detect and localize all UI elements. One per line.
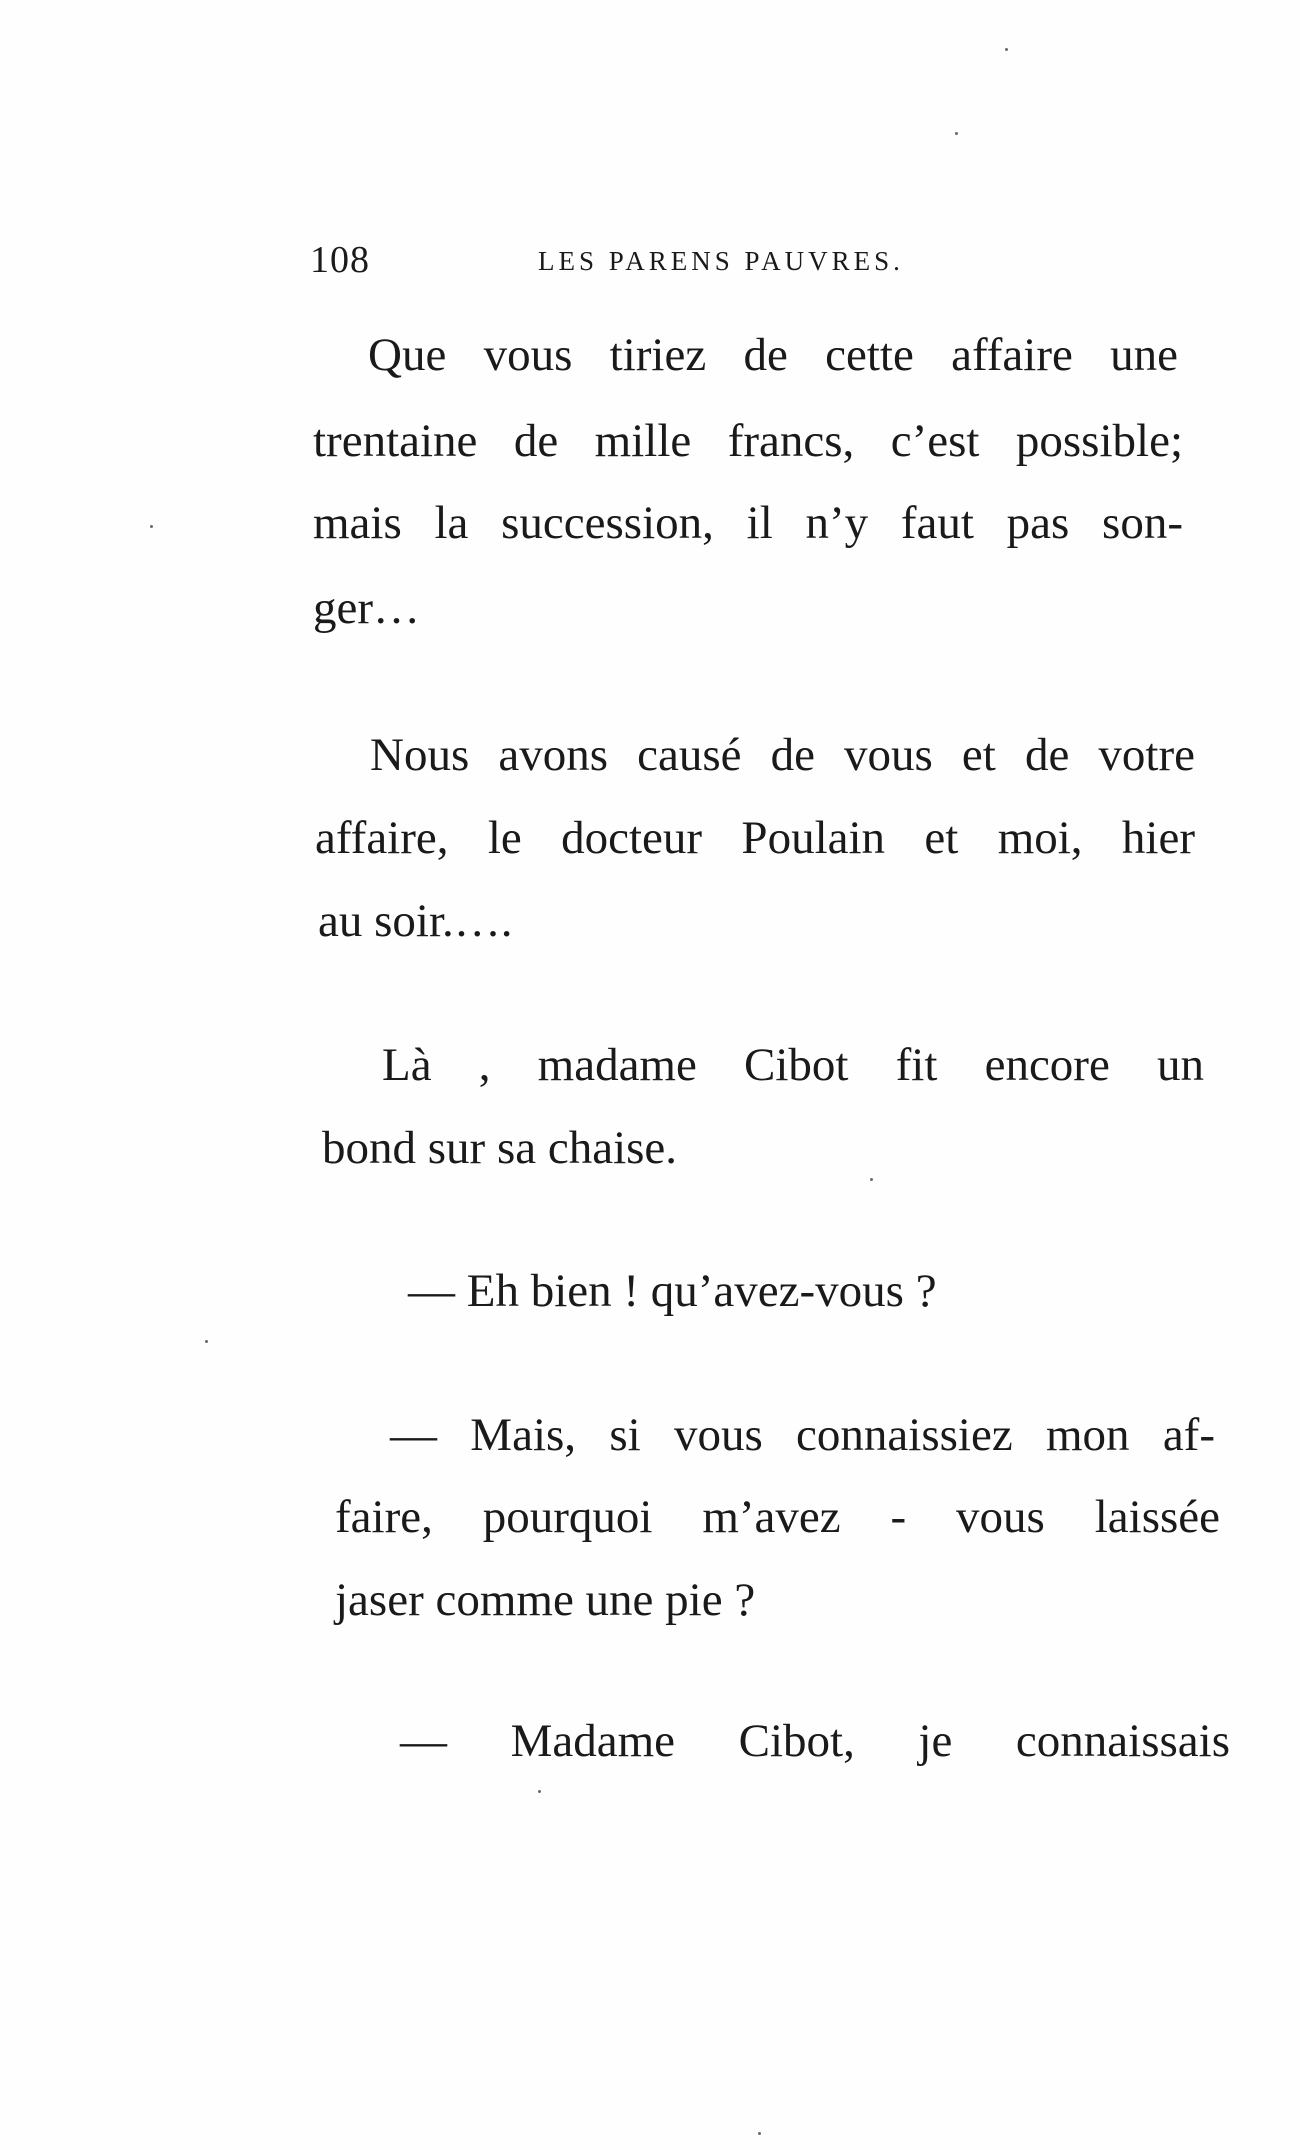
text-line: — Eh bien ! qu’avez-vous ? <box>408 1265 937 1317</box>
text-line: faire, pourquoi m’avez - vous laissée <box>335 1491 1220 1543</box>
text-line: Nous avons causé de vous et de votre <box>370 729 1195 781</box>
text-line: — Madame Cibot, je connaissais <box>400 1715 1230 1767</box>
text-line: affaire, le docteur Poulain et moi, hier <box>315 812 1195 864</box>
running-title: LES PARENS PAUVRES. <box>538 246 904 276</box>
text-line: Que vous tiriez de cette affaire une <box>368 329 1178 381</box>
text-line: au soir.…. <box>318 895 513 947</box>
text-line: bond sur sa chaise. <box>322 1122 678 1174</box>
page-number: 108 <box>310 239 370 281</box>
paper-speck <box>955 132 958 135</box>
paper-speck <box>205 1340 208 1343</box>
paper-speck <box>758 2132 761 2135</box>
text-line: jaser comme une pie ? <box>335 1574 756 1626</box>
paper-speck <box>538 1790 541 1793</box>
page-header <box>310 238 970 288</box>
text-line: mais la succession, il n’y faut pas son- <box>313 497 1183 549</box>
text-line: ger… <box>313 582 421 634</box>
text-line: — Mais, si vous connaissiez mon af- <box>390 1409 1215 1461</box>
paper-speck <box>870 1178 873 1181</box>
text-line: Là , madame Cibot fit encore un <box>382 1039 1204 1091</box>
text-line: trentaine de mille francs, c’est possible; <box>313 415 1183 467</box>
paper-speck <box>1005 48 1008 51</box>
paper-speck <box>150 525 153 528</box>
